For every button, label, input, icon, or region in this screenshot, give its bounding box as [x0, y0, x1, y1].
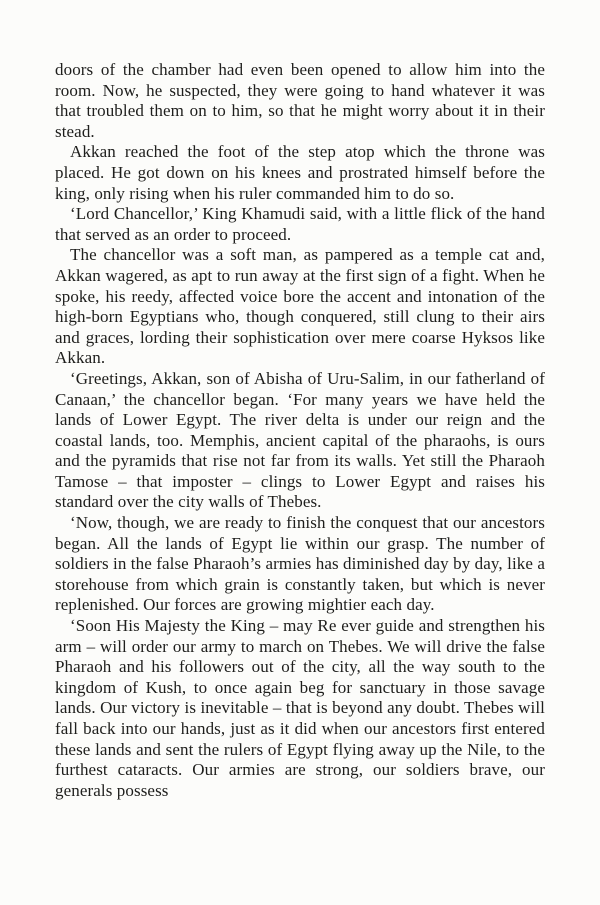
paragraph: doors of the chamber had even been opened to allow him into the room. Now, he suspected, they were going to hand whatever it was that troubled them on to him, so that he might worry about it in their stead.: [55, 60, 545, 141]
paragraph: The chancellor was a soft man, as pampered as a temple cat and, Akkan wagered, as apt to run away at the first sign of a fight. When he spoke, his reedy, affected voice bore the accent and intonation of the high-born Egyptians who, though conquered, still clung to their airs and graces, lording their sophistication over mere coarse Hyksos like Akkan.: [55, 245, 545, 368]
paragraph: ‘Soon His Majesty the King – may Re ever guide and strengthen his arm – will order our army to march on Thebes. We will drive the false Pharaoh and his followers out of the city, all the way south to the kingdom of Kush, to once again beg for sanctuary in those savage lands. Our victory is inevitable – that is beyond any doubt. Thebes will fall back into our hands, just as it did when our ancestors first entered these lands and sent the rulers of Egypt flying away up the Nile, to the furthest cataracts. Our armies are strong, our soldiers brave, our generals possess: [55, 616, 545, 800]
page-text: [55, 60, 545, 801]
paragraph: ‘Greetings, Akkan, son of Abisha of Uru-Salim, in our fatherland of Canaan,’ the chancellor began. ‘For many years we have held the lands of Lower Egypt. The river delta is under our reign and the coastal lands, too. Memphis, ancient capital of the pharaohs, is ours and the pyramids that rise not far from its walls. Yet still the Pharaoh Tamose – that imposter – clings to Lower Egypt and raises his standard over the city walls of Thebes.: [55, 368, 545, 512]
paragraph: ‘Now, though, we are ready to finish the conquest that our ancestors began. All the lands of Egypt lie within our grasp. The number of soldiers in the false Pharaoh’s armies has diminished day by day, like a storehouse from which grain is constantly taken, but which is never replenished. Our forces are growing mightier each day.: [55, 513, 546, 615]
paragraph: Akkan reached the foot of the step atop which the throne was placed. He got down on his knees and prostrated himself before the king, only rising when his ruler commanded him to do so.: [55, 142, 545, 203]
paragraph: ‘Lord Chancellor,’ King Khamudi said, with a little flick of the hand that served as an order to proceed.: [55, 204, 545, 244]
